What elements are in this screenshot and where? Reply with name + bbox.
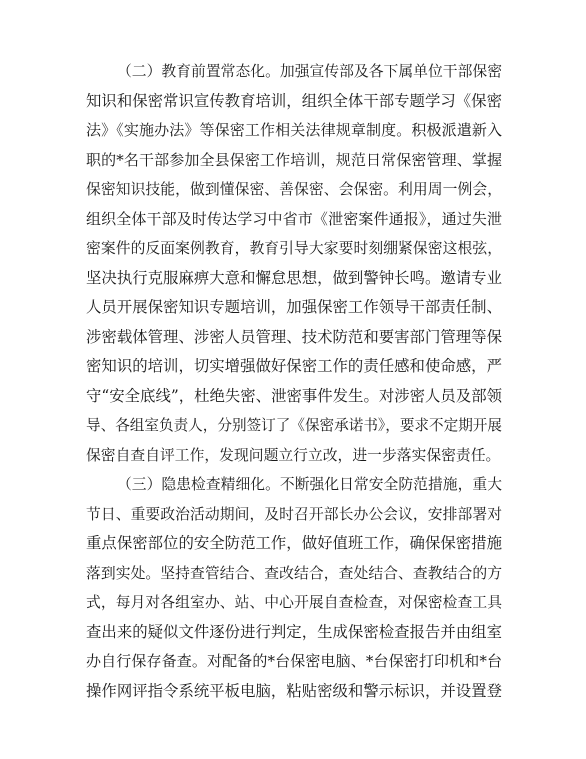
text-line: 操作网评指令系统平板电脑，粘贴密级和警示标识，并设置登 xyxy=(86,681,502,700)
text-line: 法》《实施办法》等保密工作相关法律规章制度。积极派遣新入 xyxy=(86,121,502,139)
text-line: （二）教育前置常态化。加强宣传部及各下属单位干部保密 xyxy=(117,63,502,80)
document-page xyxy=(86,57,502,706)
text-line: 重点保密部位的安全防范工作，做好值班工作，确保保密措施 xyxy=(86,534,502,552)
text-line: 组织全体干部及时传达学习中省市《泄密案件通报》，通过失泄 xyxy=(86,209,502,228)
text-line: 密知识的培训，切实增强做好保密工作的责任感和使命感，严 xyxy=(86,357,502,375)
paragraph-inspection xyxy=(86,470,502,706)
text-line: 查出来的疑似文件逐份进行判定，生成保密检查报告并由组室 xyxy=(86,622,502,641)
text-line: 知识和保密常识宣传教育培训，组织全体干部专题学习《保密 xyxy=(86,91,502,110)
text-line: 涉密载体管理、涉密人员管理、技术防范和要害部门管理等保 xyxy=(86,327,502,346)
text-line: 密案件的反面案例教育，教育引导大家要时刻绷紧保密这根弦， xyxy=(86,240,502,257)
text-line: 落到实处。坚持查管结合、查改结合，查处结合、查教结合的方 xyxy=(86,564,502,582)
text-line: 式，每月对各组室办、站、中心开展自查检查，对保密检查工具 xyxy=(86,594,502,611)
text-line: 守“安全底线”，杜绝失密、泄密事件发生。对涉密人员及部领 xyxy=(86,386,502,405)
text-line: 保密知识技能，做到懂保密、善保密、会保密。利用周一例会， xyxy=(86,181,502,198)
text-line: 节日、重要政治活动期间，及时召开部长办公会议，安排部署对 xyxy=(86,505,502,523)
text-line: 坚决执行克服麻痹大意和懈怠思想，做到警钟长鸣。邀请专业 xyxy=(86,268,502,287)
text-line: 保密自查自评工作，发现问题立行立改，进一步落实保密责任。 xyxy=(86,446,501,464)
paragraph-education xyxy=(86,57,502,470)
text-line: 职的*名干部参加全县保密工作培训，规范日常保密管理、掌握 xyxy=(86,150,502,169)
text-line: 导、各组室负责人，分别签订了《保密承诺书》，要求不定期开展 xyxy=(86,417,502,434)
text-line: 办自行保存备查。对配备的*台保密电脑、*台保密打印机和*台 xyxy=(86,652,502,670)
text-line: （三）隐患检查精细化。不断强化日常安全防范措施，重大 xyxy=(117,476,502,493)
text-line: 人员开展保密知识专题培训，加强保密工作领导干部责任制、 xyxy=(86,298,502,316)
